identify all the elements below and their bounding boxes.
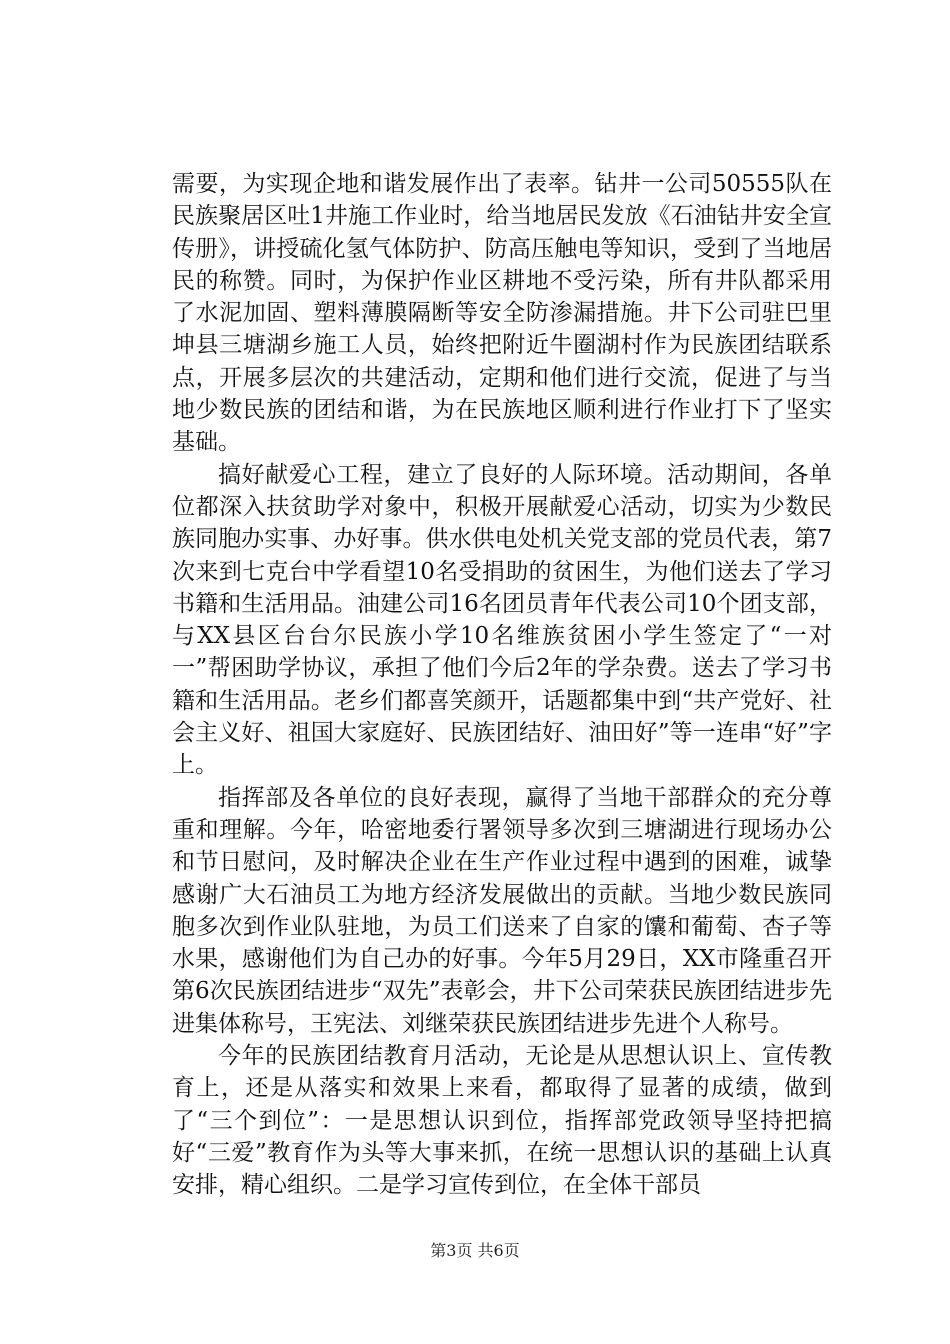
paragraph-3: 指挥部及各单位的良好表现，赢得了当地干部群众的充分尊重和理解。今年，哈密地委行署领导多次到三塘湖进行现场办公和节日慰问，及时解决企业在生产作业过程中遇到的困难，诚挚感谢广大石油员工为地方经济发展做出的贡献。当地少数民族同胞多次到作业队驻地，为员工们送来了自家的馕和葡萄、杏子等水果，感谢他们为自己办的好事。今年5月29日，XX市隆重召开第6次民族团结进步“双先”表彰会，井下公司荣获民族团结进步先进集体称号，王宪法、刘继荣获民族团结进步先进个人称号。 [172,784,832,1037]
document-body [172,168,832,1202]
page-footer: 第3页 共6页 [430,1241,520,1260]
paragraph-4: 今年的民族团结教育月活动，无论是从思想认识上、宣传教育上，还是从落实和效果上来看，都取得了显著的成绩，做到了“三个到位”：一是思想认识到位，指挥部党政领导坚持把搞好“三爱”教育作为头等大事来抓，在统一思想认识的基础上认真安排，精心组织。二是学习宣传到位，在全体干部员 [172,1043,832,1199]
paragraph-1: 需要，为实现企地和谐发展作出了表率。钻井一公司50555队在民族聚居区吐1井施工作业时，给当地居民发放《石油钻井安全宣传册》，讲授硫化氢气体防护、防高压触电等知识，受到了当地居民的称赞。同时，为保护作业区耕地不受污染，所有井队都采用了水泥加固、塑料薄膜隔断等安全防渗漏措施。井下公司驻巴里坤县三塘湖乡施工人员，始终把附近牛圈湖村作为民族团结联系点，开展多层次的共建活动，定期和他们进行交流，促进了与当地少数民族的团结和谐，为在民族地区顺利进行作业打下了坚实基础。 [172,171,832,456]
paragraph-2: 搞好献爱心工程，建立了良好的人际环境。活动期间，各单位都深入扶贫助学对象中，积极开展献爱心活动，切实为少数民族同胞办实事、办好事。供水供电处机关党支部的党员代表，第7次来到七克台中学看望10名受捐助的贫困生，为他们送去了学习书籍和生活用品。油建公司16名团员青年代表公司10个团支部，与XX县区台台尔民族小学10名维族贫困小学生签定了“一对一”帮困助学协议，承担了他们今后2年的学杂费。送去了学习书籍和生活用品。老乡们都喜笑颜开，话题都集中到“共产党好、社会主义好、祖国大家庭好、民族团结好、油田好”等一连串“好”字上。 [172,461,832,779]
